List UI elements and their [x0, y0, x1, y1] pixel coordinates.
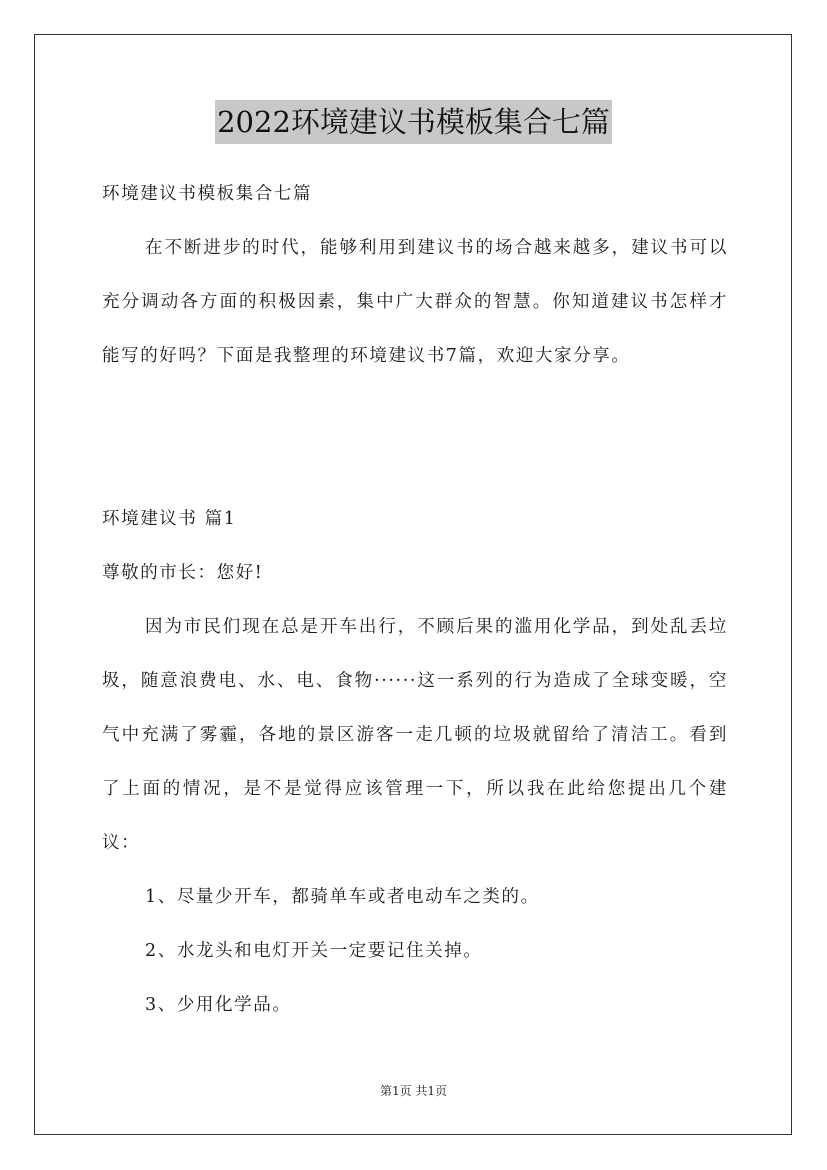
intro-paragraph: 在不断进步的时代，能够利用到建议书的场合越来越多，建议书可以充分调动各方面的积极因素，集中广大群众的智慧。你知道建议书怎样才能写的好吗？下面是我整理的环境建议书7篇，欢迎大家分享。	[102, 238, 728, 366]
salutation: 尊敬的市长：您好!	[102, 563, 264, 583]
suggestion-item: 1、尽量少开车，都骑单车或者电动车之类的。	[145, 887, 540, 907]
body-paragraph: 因为市民们现在总是开车出行，不顾后果的滥用化学品，到处乱丢垃圾，随意浪费电、水、电、食物······这一系列的行为造成了全球变暖，空气中充满了雾霾，各地的景区游客一走几顿的垃圾就留给了清洁工。看到了上面的情况，是不是觉得应该管理一下，所以我在此给您提出几个建议：	[102, 617, 728, 853]
suggestion-item: 3、少用化学品。	[145, 995, 292, 1015]
section-heading: 环境建议书 篇1	[102, 509, 237, 529]
document-title: 2022环境建议书模板集合七篇	[215, 100, 612, 144]
page-footer: 第1页 共1页	[379, 1084, 448, 1098]
document-subtitle: 环境建议书模板集合七篇	[102, 184, 313, 204]
suggestion-item: 2、水龙头和电灯开关一定要记住关掉。	[145, 941, 483, 961]
title-container	[0, 100, 827, 144]
